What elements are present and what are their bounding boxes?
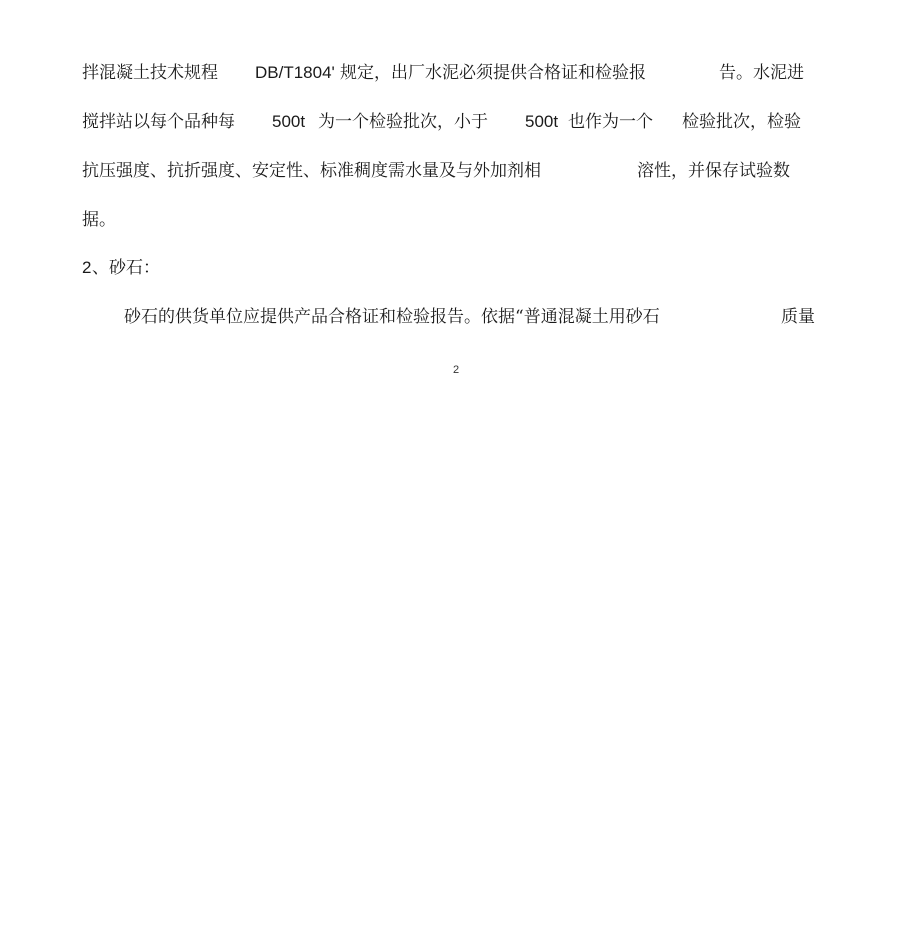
section-number: 2 bbox=[82, 258, 92, 277]
page-number: 2 bbox=[453, 364, 460, 376]
batch-size: 500t bbox=[272, 112, 306, 131]
text-segment: 抗压强度、抗折强度、安定性、标准稠度需水量及与外加剂相 bbox=[82, 161, 541, 181]
text-segment: 也作为一个 bbox=[568, 112, 653, 132]
text-segment: 拌混凝土技术规程 bbox=[82, 63, 218, 83]
text-segment: 告。水泥进 bbox=[719, 63, 804, 83]
text-segment: 溶性，并保存试验数 bbox=[637, 161, 790, 181]
text-segment: 质量 bbox=[781, 307, 815, 327]
text-segment: 砂石的供货单位应提供产品合格证和检验报告。依据“普通混凝土用砂石 bbox=[124, 307, 660, 327]
text-segment: 为一个检验批次，小于 bbox=[318, 112, 488, 132]
standard-code: DB/T1804' bbox=[255, 63, 335, 82]
batch-size: 500t bbox=[525, 112, 559, 131]
text-segment: 检验批次，检验 bbox=[682, 112, 801, 132]
text-segment: 据。 bbox=[82, 210, 116, 230]
section-title: 、砂石： bbox=[92, 258, 160, 278]
text-segment: 规定，出厂水泥必须提供合格证和检验报 bbox=[340, 63, 646, 83]
text-segment: 搅拌站以每个品种每 bbox=[82, 112, 235, 132]
